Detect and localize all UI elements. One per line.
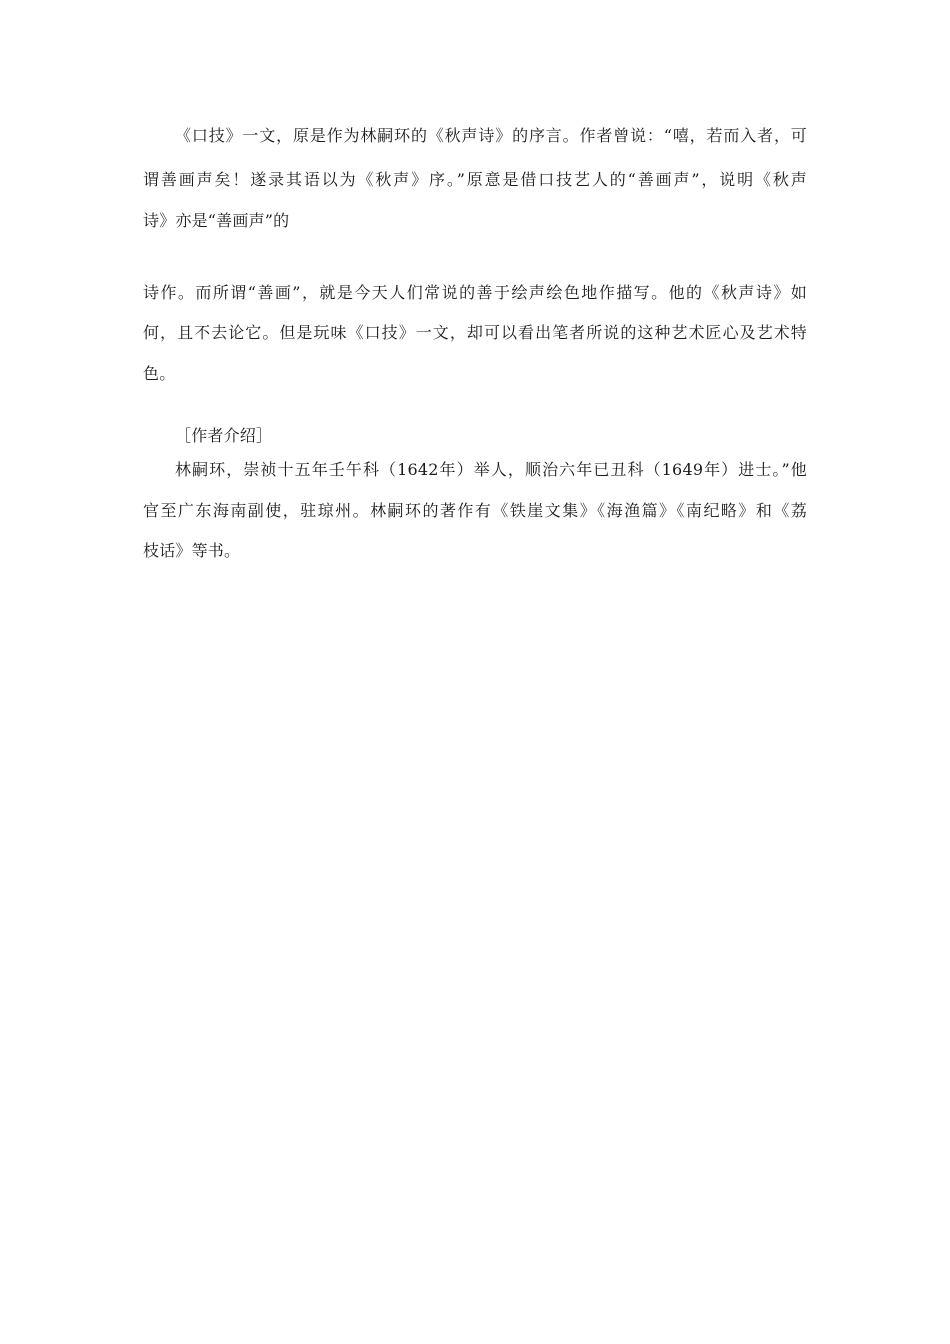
paragraph-3-line-3: 枝话》等书。 xyxy=(143,541,241,560)
paragraph-1-line-1: 《口技》一文，原是作为林嗣环的《秋声诗》的序言。作者曾说：“嘻，若而入者，可 xyxy=(175,126,807,145)
paragraph-3-line-1: 林嗣环，崇祯十五年壬午科（1642年）举人，顺治六年已丑科（1649年）进士。”他 xyxy=(175,460,807,479)
paragraph-1-line-2: 谓善画声矣！遂录其语以为《秋声》序。”原意是借口技艺人的“善画声”，说明《秋声 xyxy=(143,170,807,189)
paragraph-2-line-1: 诗作。而所谓“善画”，就是今天人们常说的善于绘声绘色地作描写。他的《秋声诗》如 xyxy=(143,283,807,302)
paragraph-3-line-2: 官至广东海南副使，驻琼州。林嗣环的著作有《铁崖文集》《海渔篇》《南纪略》和《荔 xyxy=(143,501,807,520)
paragraph-1-line-3: 诗》亦是“善画声”的 xyxy=(143,211,290,230)
section-heading: ［作者介绍］ xyxy=(175,426,273,445)
paragraph-2-line-2: 何，且不去论它。但是玩味《口技》一文，却可以看出笔者所说的这种艺术匠心及艺术特 xyxy=(143,323,807,342)
paragraph-2-line-3: 色。 xyxy=(143,364,176,383)
